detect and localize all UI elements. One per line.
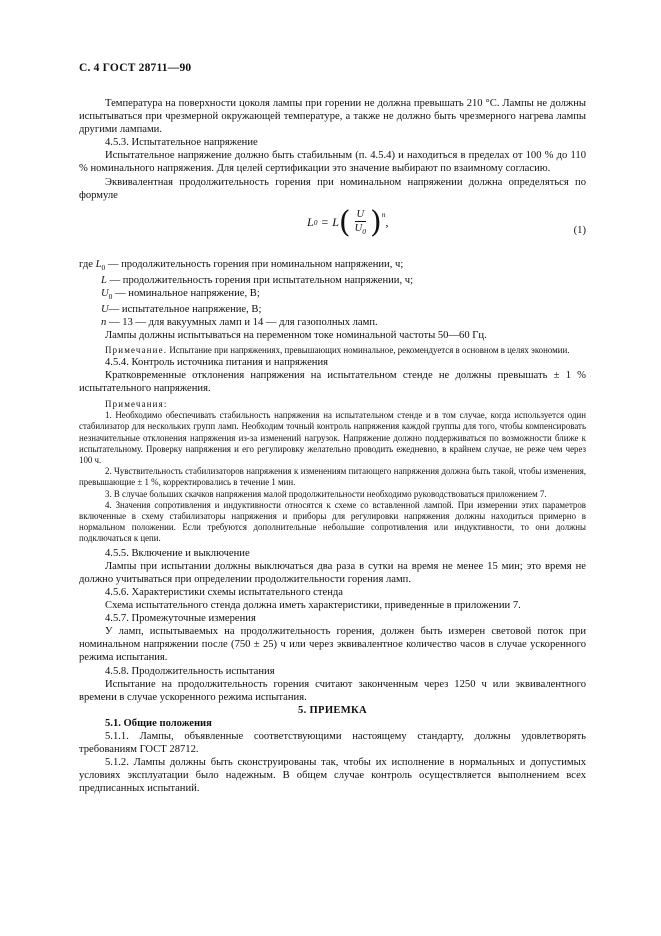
paragraph-cap-temperature: Температура на поверхности цоколя лампы при горении не должна превышать 210 °С. Лампы не должны испытываться при чрезмерной окружающей температуре, а также не должно быть чрезмерного нагрева лампы другими лампами. — [79, 98, 586, 136]
where-subscript: 0 — [101, 262, 106, 272]
heading-4-5-5: 4.5.5. Включение и выключение — [105, 547, 250, 559]
where-text: — 13 — для вакуумных ламп и 14 — для газополных ламп. — [106, 317, 378, 329]
note-text: Испытание при напряжениях, превышающих номинальное, рекомендуется в основном в целях экономии. — [167, 344, 570, 355]
where-line-1 — [79, 258, 586, 274]
note-item: 1. Необходимо обеспечивать стабильность напряжения на испытательном стенде и в том случае, когда используется один стабилизатор для нескольких групп ламп. Необходим точный контроль напряжения каждой группы для того, чтобы компенсировать незначительные отклонения напряжения из-за изменений нагрузок. Напряжение должно поддерживаться по возможности ближе к испытательному. Проверку напряжения и его регулировку желательно проводить ежедневно, в крайнем случае, не реже чем через 100 ч. — [79, 410, 586, 466]
where-line-2 — [79, 274, 586, 287]
formula-den-symbol: U — [354, 222, 363, 234]
heading-5-1: 5.1. Общие положения — [105, 717, 212, 729]
where-line-4 — [79, 303, 586, 316]
where-subscript: 0 — [108, 292, 113, 302]
where-line-5 — [79, 316, 586, 329]
note-item: 3. В случае больших скачков напряжения малой продолжительности необходимо руководствоваться приложением 7. — [105, 488, 547, 499]
note-item: 2. Чувствительность стабилизаторов напряжения к изменениям питающего напряжения должна быть такой, чтобы изменения, превышающие ± 1 %, корректировались в течение 1 мин. — [79, 466, 586, 488]
formula-denominator — [353, 222, 368, 238]
paragraph-ac-frequency: Лампы должны испытываться на переменном токе номинальной частоты 50—60 Гц. — [105, 330, 487, 342]
note-item: 4. Значения сопротивления и индуктивности относятся к схеме со вставленной лампой. При измерении этих параметров включенные в схему стабилизаторы напряжения и приборы для регулировки напряжения должны находиться примерно в нормальном положении. Если требуются дополнительные небольшие сопротивления или индуктивности, то они должны подключаться к цепи. — [79, 499, 586, 544]
where-symbol: U — [101, 304, 109, 316]
formula-expression — [307, 204, 389, 240]
heading-4-5-4: 4.5.4. Контроль источника питания и напряжения — [105, 356, 328, 368]
heading-4-5-7: 4.5.7. Промежуточные измерения — [105, 613, 256, 625]
where-text: — номинальное напряжение, В; — [112, 288, 260, 300]
where-text: — испытательное напряжение, В; — [108, 304, 262, 316]
paragraph-intermediate: У ламп, испытываемых на продолжительность горения, должен быть измерен световой поток при номинальном напряжении после (750 ± 25) ч или через эквивалентное количество часов в случае ускоренного режима испытания. — [79, 626, 586, 664]
formula-number: (1) — [573, 224, 586, 236]
where-symbol: U — [101, 288, 109, 300]
formula-fraction — [353, 208, 368, 238]
where-text: — продолжительность горения при номинальном напряжении, ч; — [105, 258, 404, 270]
document-body — [79, 97, 586, 795]
paragraph-equivalent-duration: Эквивалентная продолжительность горения при номинальном напряжении должна определяться по формуле — [79, 176, 586, 201]
section-5-title: 5. ПРИЕМКА — [298, 704, 367, 716]
formula-lhs: L — [307, 215, 314, 230]
formula-L: L — [332, 215, 339, 230]
formula-left-paren: ( — [338, 204, 351, 240]
heading-4-5-3: 4.5.3. Испытательное напряжение — [105, 137, 258, 149]
note-label: Примечание. — [105, 344, 168, 355]
formula-den-sub: 0 — [362, 226, 366, 236]
paragraph-5-1-2: 5.1.2. Лампы должны быть сконструированы так, чтобы их исполнение в нормальных и допустимых условиях эксплуатации было надежным. В общем случае контроль осуществляется выполнением всех предписанных испытаний. — [79, 757, 586, 795]
where-line-3 — [79, 287, 586, 303]
formula-1 — [79, 202, 586, 258]
page-header: С. 4 ГОСТ 28711—90 — [79, 62, 192, 74]
heading-4-5-8: 4.5.8. Продолжительность испытания — [105, 665, 275, 677]
formula-exponent: n — [381, 209, 386, 219]
formula-tail: , — [385, 215, 389, 230]
where-lead: где — [79, 258, 93, 270]
formula-numerator: U — [356, 208, 365, 220]
notes-label: Примечания: — [105, 399, 168, 410]
where-symbol: L — [95, 258, 102, 270]
paragraph-switching: Лампы при испытании должны выключаться два раза в сутки на время не менее 15 мин; это время не должно учитываться при определении продолжительности горения ламп. — [79, 560, 586, 585]
heading-4-5-6: 4.5.6. Характеристики схемы испытательного стенда — [105, 586, 343, 598]
formula-right-paren: ) — [369, 204, 382, 240]
paragraph-voltage-deviation: Кратковременные отклонения напряжения на испытательном стенде не должны превышать ± 1 % испытательного напряжения. — [79, 369, 586, 394]
paragraph-test-voltage: Испытательное напряжение должно быть стабильным (п. 4.5.4) и находиться в пределах от 100 % до 110 % номинального напряжения. Для целей сертификации это значение выбирают по взаимному согласию. — [79, 150, 586, 175]
where-symbol: n — [101, 317, 107, 329]
where-text: — продолжительность горения при испытательном напряжении, ч; — [106, 274, 414, 286]
paragraph-circuit: Схема испытательного стенда должна иметь характеристики, приведенные в приложении 7. — [105, 600, 521, 612]
formula-equals: = — [321, 215, 329, 230]
note-1 — [79, 345, 586, 356]
where-symbol: L — [101, 274, 107, 286]
formula-lhs-sub: 0 — [313, 218, 318, 228]
paragraph-5-1-1: 5.1.1. Лампы, объявленные соответствующими настоящему стандарту, должны удовлетворять требованиям ГОСТ 28712. — [79, 730, 586, 756]
paragraph-test-duration: Испытание на продолжительность горения считают законченным через 1250 ч или эквивалентного времени в случае ускоренного режима испытания. — [79, 678, 586, 703]
